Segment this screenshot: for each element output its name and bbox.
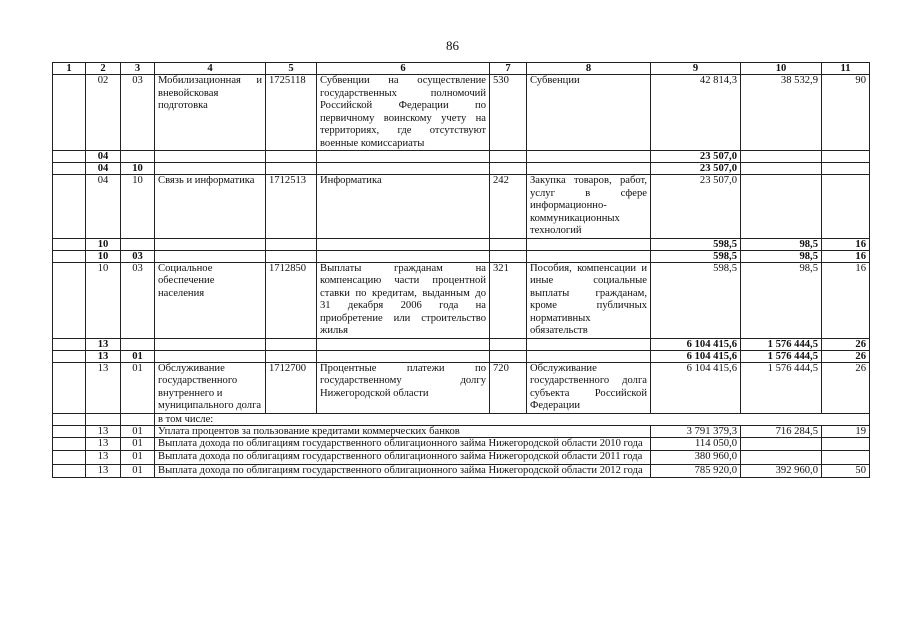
amount-total: 6 104 415,6 [651, 350, 741, 362]
expense-type-name: Закупка товаров, работ, услуг в сфере информационно-коммуникационных технологий [527, 175, 651, 239]
col-header-8: 8 [527, 63, 651, 75]
amount-part: 392 960,0 [741, 464, 822, 478]
col-header-9: 9 [651, 63, 741, 75]
item-description: Выплата дохода по облигациям государственного облигационного займа Нижегородской области 2010 года [155, 437, 651, 451]
target-name: Информатика [317, 175, 490, 239]
item-description: Выплата дохода по облигациям государственного облигационного займа Нижегородской области 2011 года [155, 451, 651, 465]
amount-percent: 26 [822, 350, 870, 362]
section-code: 02 [86, 75, 121, 151]
amount-total: 23 507,0 [651, 151, 741, 163]
expense-type-name: Пособия, компенсации и иные социальные выплаты гражданам, кроме публичных нормативных обязательств [527, 262, 651, 338]
amount-total: 598,5 [651, 250, 741, 262]
subsection-code: 10 [121, 163, 155, 175]
table-row [53, 350, 870, 362]
section-code: 13 [86, 425, 121, 437]
table-row [53, 451, 870, 465]
section-name: Мобилизационная и вневойсковая подготовка [155, 75, 266, 151]
section-name: Связь и информатика [155, 175, 266, 239]
amount-percent: 50 [822, 464, 870, 478]
subsection-code: 01 [121, 362, 155, 413]
amount-total: 785 920,0 [651, 464, 741, 478]
expense-type-name: Субвенции [527, 75, 651, 151]
target-code: 1712513 [266, 175, 317, 239]
table-row [53, 425, 870, 437]
section-code: 13 [86, 350, 121, 362]
section-code: 13 [86, 464, 121, 478]
subsection-code: 01 [121, 437, 155, 451]
amount-total: 23 507,0 [651, 163, 741, 175]
subsection-code: 03 [121, 250, 155, 262]
amount-percent: 16 [822, 238, 870, 250]
section-code: 10 [86, 250, 121, 262]
amount-total: 114 050,0 [651, 437, 741, 451]
amount-total: 598,5 [651, 262, 741, 338]
amount-total: 6 104 415,6 [651, 362, 741, 413]
budget-table [52, 62, 870, 478]
amount-percent: 19 [822, 425, 870, 437]
table-row [53, 338, 870, 350]
amount-total: 23 507,0 [651, 175, 741, 239]
amount-part: 716 284,5 [741, 425, 822, 437]
col-header-6: 6 [317, 63, 490, 75]
section-name: Обслуживание государственного внутреннего и муниципального долга [155, 362, 266, 413]
target-name: Выплаты гражданам на компенсацию части процентной ставки по кредитам, выданным до 31 декабря 2006 года на приобретение или строительство жилья [317, 262, 490, 338]
amount-percent: 16 [822, 250, 870, 262]
table-row [53, 464, 870, 478]
subsection-code: 01 [121, 464, 155, 478]
expense-type-name: Обслуживание государственного долга субъекта Российской Федерации [527, 362, 651, 413]
section-code: 13 [86, 338, 121, 350]
section-code: 04 [86, 151, 121, 163]
col-header-3: 3 [121, 63, 155, 75]
section-code: 10 [86, 238, 121, 250]
subsection-code: 01 [121, 350, 155, 362]
expense-type-code: 242 [490, 175, 527, 239]
col-header-11: 11 [822, 63, 870, 75]
subsection-code: 01 [121, 425, 155, 437]
section-code: 13 [86, 451, 121, 465]
col-header-10: 10 [741, 63, 822, 75]
table-row [53, 262, 870, 338]
col-header-1: 1 [53, 63, 86, 75]
table-row [53, 437, 870, 451]
amount-percent: 26 [822, 362, 870, 413]
target-code: 1712850 [266, 262, 317, 338]
table-row [53, 175, 870, 239]
table-row [53, 362, 870, 413]
amount-total: 380 960,0 [651, 451, 741, 465]
col-header-2: 2 [86, 63, 121, 75]
section-code: 04 [86, 163, 121, 175]
including-label: в том числе: [155, 413, 870, 425]
amount-total: 6 104 415,6 [651, 338, 741, 350]
page-number: 86 [446, 38, 459, 53]
amount-part: 98,5 [741, 262, 822, 338]
section-code: 13 [86, 437, 121, 451]
expense-type-code: 321 [490, 262, 527, 338]
subsection-code: 03 [121, 75, 155, 151]
section-name: Социальное обеспечение населения [155, 262, 266, 338]
column-number-row [53, 63, 870, 75]
amount-part: 98,5 [741, 250, 822, 262]
target-code: 1712700 [266, 362, 317, 413]
amount-total: 42 814,3 [651, 75, 741, 151]
table-row [53, 163, 870, 175]
target-name: Субвенции на осуществление государственных полномочий Российской Федерации по первичному воинскому учету на территориях, где отсутствуют военные комиссариаты [317, 75, 490, 151]
table-row [53, 250, 870, 262]
amount-part: 1 576 444,5 [741, 338, 822, 350]
amount-part: 38 532,9 [741, 75, 822, 151]
subsection-code: 03 [121, 262, 155, 338]
item-description: Уплата процентов за пользование кредитами коммерческих банков [155, 425, 651, 437]
col-header-4: 4 [155, 63, 266, 75]
amount-total: 3 791 379,3 [651, 425, 741, 437]
section-code: 04 [86, 175, 121, 239]
expense-type-code: 720 [490, 362, 527, 413]
amount-total: 598,5 [651, 238, 741, 250]
subsection-code: 10 [121, 175, 155, 239]
amount-percent: 16 [822, 262, 870, 338]
subsection-code: 01 [121, 451, 155, 465]
amount-part: 98,5 [741, 238, 822, 250]
section-code: 13 [86, 362, 121, 413]
col-header-5: 5 [266, 63, 317, 75]
amount-part: 1 576 444,5 [741, 362, 822, 413]
item-description: Выплата дохода по облигациям государственного облигационного займа Нижегородской области 2012 года [155, 464, 651, 478]
table-row [53, 151, 870, 163]
section-code: 10 [86, 262, 121, 338]
target-code: 1725118 [266, 75, 317, 151]
table-row [53, 413, 870, 425]
expense-type-code: 530 [490, 75, 527, 151]
amount-percent: 90 [822, 75, 870, 151]
col-header-7: 7 [490, 63, 527, 75]
amount-part: 1 576 444,5 [741, 350, 822, 362]
target-name: Процентные платежи по государственному долгу Нижегородской области [317, 362, 490, 413]
table-row [53, 75, 870, 151]
table-row [53, 238, 870, 250]
amount-percent: 26 [822, 338, 870, 350]
